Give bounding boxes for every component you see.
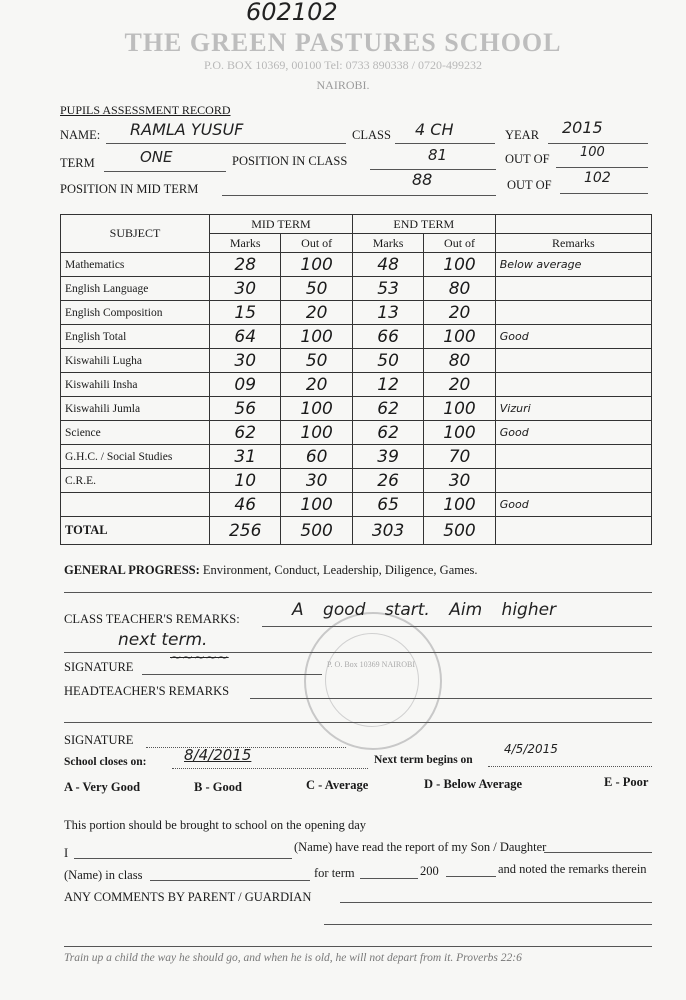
mid-marks-cell: 10 xyxy=(210,469,281,493)
header-mid-marks: Marks xyxy=(210,234,281,253)
proverb: Train up a child the way he should go, and when he is old, he will not depart from it. Proverbs 22:6 xyxy=(64,952,522,964)
end-outof-cell: 30 xyxy=(424,469,495,493)
remarks-cell: Below average xyxy=(495,253,651,277)
table-row xyxy=(61,373,652,397)
total-end-marks: 303 xyxy=(352,517,423,545)
total-end-outof: 500 xyxy=(424,517,495,545)
table-row xyxy=(61,277,652,301)
end-outof-cell: 100 xyxy=(424,397,495,421)
general-progress-label: GENERAL PROGRESS: xyxy=(64,563,200,577)
table-row xyxy=(61,397,652,421)
class-value: 4 CH xyxy=(415,120,454,139)
mid-marks-cell: 09 xyxy=(210,373,281,397)
signature2-label: SIGNATURE xyxy=(64,733,134,747)
header-mid-outof: Out of xyxy=(281,234,352,253)
next-term-value: 4/5/2015 xyxy=(504,742,558,756)
table-row xyxy=(61,421,652,445)
marks-table xyxy=(60,214,652,545)
end-marks-cell: 13 xyxy=(352,301,423,325)
teacher-signature: ~~~~~ xyxy=(170,650,229,666)
midterm-position-value: 88 xyxy=(412,170,433,189)
remarks-cell xyxy=(495,277,651,301)
end-marks-cell: 48 xyxy=(352,253,423,277)
next-term-label: Next term begins on xyxy=(374,754,473,766)
table-row xyxy=(61,493,652,517)
end-outof-cell: 80 xyxy=(424,277,495,301)
document-number: 602102 xyxy=(246,0,338,26)
term-value: ONE xyxy=(140,148,173,166)
header-subject: SUBJECT xyxy=(61,215,210,253)
grade-e: E - Poor xyxy=(604,775,649,789)
mid-outof-cell: 100 xyxy=(281,325,352,349)
headteacher-remarks-label: HEADTEACHER'S REMARKS xyxy=(64,684,230,698)
table-row xyxy=(61,469,652,493)
total-row xyxy=(61,517,652,545)
subject-cell: Kiswahili Lugha xyxy=(61,349,210,373)
grade-c: C - Average xyxy=(306,778,369,792)
outof-value: 100 xyxy=(580,145,605,160)
outof2-label: OUT OF xyxy=(507,178,552,192)
mid-marks-cell: 30 xyxy=(210,277,281,301)
end-marks-cell: 65 xyxy=(352,493,423,517)
mid-outof-cell: 60 xyxy=(281,445,352,469)
parent-intro: This portion should be brought to school on the opening day xyxy=(64,818,367,832)
mid-outof-cell: 50 xyxy=(281,349,352,373)
subject-cell: Kiswahili Jumla xyxy=(61,397,210,421)
table-row xyxy=(61,325,652,349)
position-value: 81 xyxy=(428,146,448,164)
remarks-cell: Vizuri xyxy=(495,397,651,421)
total-mid-marks: 256 xyxy=(210,517,281,545)
grade-a: A - Very Good xyxy=(64,780,141,794)
parent-comments-label: ANY COMMENTS BY PARENT / GUARDIAN xyxy=(64,890,312,904)
end-outof-cell: 80 xyxy=(424,349,495,373)
end-marks-cell: 12 xyxy=(352,373,423,397)
name-label: NAME: xyxy=(60,128,101,142)
mid-marks-cell: 31 xyxy=(210,445,281,469)
midterm-position-label: POSITION IN MID TERM xyxy=(60,182,199,196)
year-label: YEAR xyxy=(505,128,540,142)
subject-cell: G.H.C. / Social Studies xyxy=(61,445,210,469)
end-marks-cell: 50 xyxy=(352,349,423,373)
grade-d: D - Below Average xyxy=(424,777,523,791)
remarks-cell xyxy=(495,373,651,397)
name-value: RAMLA YUSUF xyxy=(130,120,244,139)
term-label: TERM xyxy=(60,156,95,170)
record-title: PUPILS ASSESSMENT RECORD xyxy=(60,103,231,117)
outof-label: OUT OF xyxy=(505,152,550,166)
end-outof-cell: 20 xyxy=(424,301,495,325)
general-progress xyxy=(64,563,478,578)
outof2-value: 102 xyxy=(584,170,611,186)
remarks-cell xyxy=(495,301,651,325)
end-outof-cell: 100 xyxy=(424,325,495,349)
general-progress-text: Environment, Conduct, Leadership, Diligence, Games. xyxy=(202,563,478,577)
end-outof-cell: 100 xyxy=(424,421,495,445)
mid-marks-cell: 64 xyxy=(210,325,281,349)
end-outof-cell: 100 xyxy=(424,493,495,517)
table-row xyxy=(61,253,652,277)
position-label: POSITION IN CLASS xyxy=(232,154,348,168)
end-marks-cell: 62 xyxy=(352,397,423,421)
mid-marks-cell: 56 xyxy=(210,397,281,421)
mid-marks-cell: 46 xyxy=(210,493,281,517)
mid-outof-cell: 20 xyxy=(281,301,352,325)
table-row xyxy=(61,445,652,469)
end-outof-cell: 20 xyxy=(424,373,495,397)
school-closes-value: 8/4/2015 xyxy=(184,746,252,764)
mid-marks-cell: 15 xyxy=(210,301,281,325)
school-address: P.O. BOX 10369, 00100 Tel: 0733 890338 / 0720-499232 xyxy=(204,58,482,72)
parent-for-term-label: for term xyxy=(314,866,355,880)
remarks-cell xyxy=(495,349,651,373)
mid-outof-cell: 50 xyxy=(281,277,352,301)
school-closes-label: School closes on: xyxy=(64,756,147,768)
mid-marks-cell: 30 xyxy=(210,349,281,373)
mid-outof-cell: 30 xyxy=(281,469,352,493)
end-marks-cell: 39 xyxy=(352,445,423,469)
total-label: TOTAL xyxy=(61,517,210,545)
mid-outof-cell: 100 xyxy=(281,493,352,517)
end-marks-cell: 53 xyxy=(352,277,423,301)
end-outof-cell: 70 xyxy=(424,445,495,469)
subject-cell: English Language xyxy=(61,277,210,301)
mid-outof-cell: 100 xyxy=(281,397,352,421)
class-teacher-remarks-line1: A good start. Aim higher xyxy=(292,600,557,620)
parent-in-class-label: (Name) in class xyxy=(64,868,143,882)
subject-cell xyxy=(61,493,210,517)
stamp-text: P. O. Box 10369 NAIROBI xyxy=(326,660,415,669)
remarks-cell: Good xyxy=(495,325,651,349)
year-value: 2015 xyxy=(562,118,603,137)
subject-cell: Mathematics xyxy=(61,253,210,277)
subject-cell: English Total xyxy=(61,325,210,349)
parent-i-label: I xyxy=(64,846,69,860)
class-teacher-remarks-label: CLASS TEACHER'S REMARKS: xyxy=(64,612,240,626)
header-end-outof: Out of xyxy=(424,234,495,253)
parent-noted: and noted the remarks therein xyxy=(498,862,647,876)
end-outof-cell: 100 xyxy=(424,253,495,277)
grade-b: B - Good xyxy=(194,780,242,794)
table-row xyxy=(61,301,652,325)
remarks-cell xyxy=(495,469,651,493)
school-name: THE GREEN PASTURES SCHOOL xyxy=(124,28,562,57)
mid-outof-cell: 100 xyxy=(281,421,352,445)
header-end-term: END TERM xyxy=(352,215,495,234)
table-row xyxy=(61,349,652,373)
subject-cell: English Composition xyxy=(61,301,210,325)
end-marks-cell: 66 xyxy=(352,325,423,349)
remarks-cell: Good xyxy=(495,493,651,517)
parent-year-prefix: 200 xyxy=(420,864,439,878)
class-label: CLASS xyxy=(352,128,391,142)
header-mid-term: MID TERM xyxy=(210,215,353,234)
header-remarks: Remarks xyxy=(495,234,651,253)
subject-cell: Science xyxy=(61,421,210,445)
mid-outof-cell: 100 xyxy=(281,253,352,277)
remarks-cell: Good xyxy=(495,421,651,445)
end-marks-cell: 26 xyxy=(352,469,423,493)
class-teacher-remarks-line2: next term. xyxy=(118,630,208,650)
total-mid-outof: 500 xyxy=(281,517,352,545)
mid-outof-cell: 20 xyxy=(281,373,352,397)
header-end-marks: Marks xyxy=(352,234,423,253)
subject-cell: C.R.E. xyxy=(61,469,210,493)
parent-have-read: (Name) have read the report of my Son / Daughter xyxy=(294,840,547,854)
school-city: NAIROBI. xyxy=(316,78,370,92)
subject-cell: Kiswahili Insha xyxy=(61,373,210,397)
signature-label: SIGNATURE xyxy=(64,660,134,674)
remarks-cell xyxy=(495,445,651,469)
end-marks-cell: 62 xyxy=(352,421,423,445)
mid-marks-cell: 62 xyxy=(210,421,281,445)
mid-marks-cell: 28 xyxy=(210,253,281,277)
